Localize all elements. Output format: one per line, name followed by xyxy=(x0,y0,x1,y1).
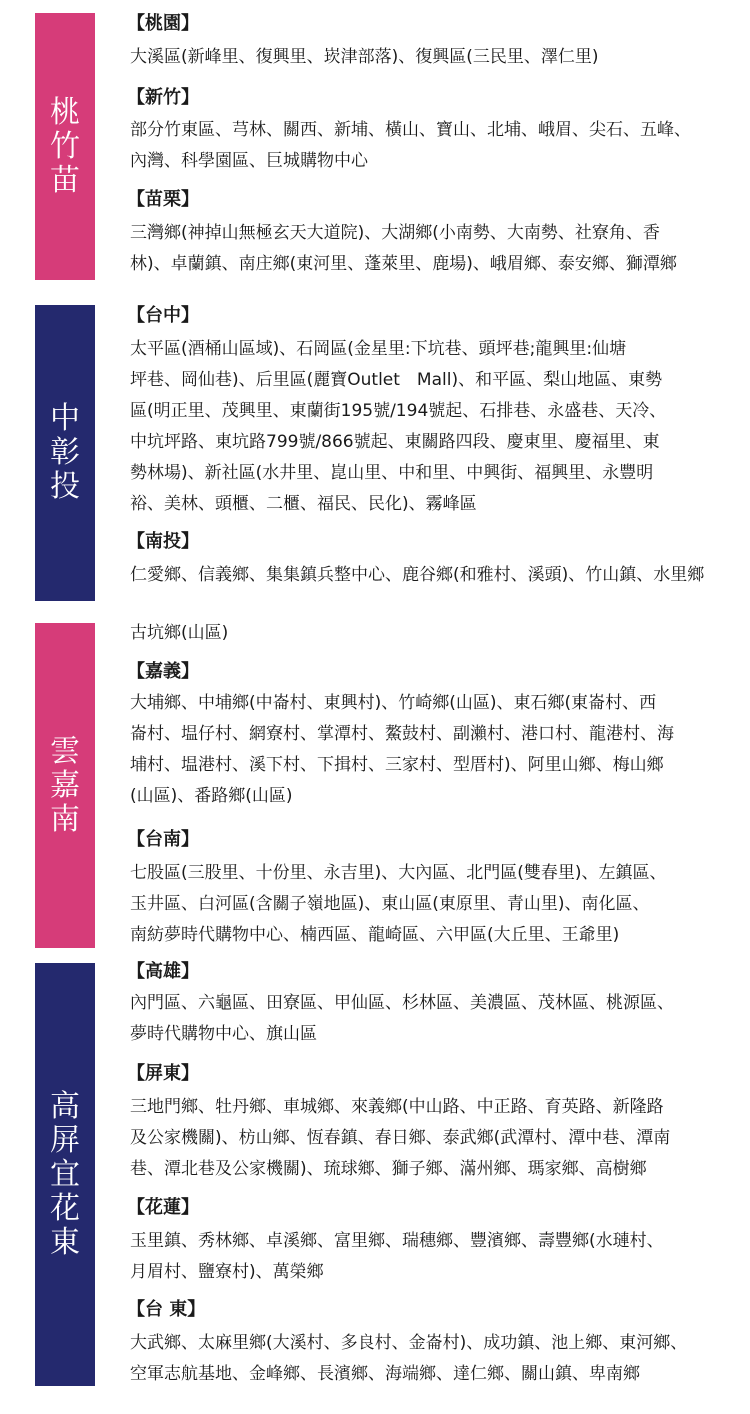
city-heading-hsinchu: 【新竹】 xyxy=(127,87,199,108)
district-line: 月眉村、鹽寮村)、萬榮鄉 xyxy=(130,1262,324,1282)
district-line: 中坑坪路、東坑路799號/866號起、東關路四段、慶東里、慶福里、東 xyxy=(130,432,660,452)
city-heading-nantou: 【南投】 xyxy=(127,531,199,552)
district-line: 大武鄉、太麻里鄉(大溪村、多良村、金崙村)、成功鎮、池上鄉、東河鄉、 xyxy=(130,1333,688,1353)
district-list-pingtung xyxy=(130,1092,730,1185)
district-line: (山區)、番路鄉(山區) xyxy=(130,786,293,806)
district-line: 林)、卓蘭鎮、南庄鄉(東河里、蓬萊里、鹿場)、峨眉鄉、泰安鄉、獅潭鄉 xyxy=(130,254,677,274)
district-list-hsinchu xyxy=(130,115,730,177)
district-line: 裕、美林、頭櫃、二櫃、福民、民化)、霧峰區 xyxy=(130,494,477,514)
district-line: 太平區(酒桶山區域)、石岡區(金星里:下坑巷、頭坪巷;龍興里:仙塘 xyxy=(130,339,627,359)
city-heading-pingtung: 【屏東】 xyxy=(127,1063,199,1084)
district-line: 坪巷、岡仙巷)、后里區(麗寶Outlet Mall)、和平區、梨山地區、東勢 xyxy=(130,370,663,390)
district-line: 玉井區、白河區(含關子嶺地區)、東山區(東原里、青山里)、南化區、 xyxy=(130,894,650,914)
district-line: 玉里鎮、秀林鄉、卓溪鄉、富里鄉、瑞穗鄉、豐濱鄉、壽豐鄉(水璉村、 xyxy=(130,1231,664,1251)
district-line: 南紡夢時代購物中心、楠西區、龍崎區、六甲區(大丘里、王爺里) xyxy=(130,925,620,945)
region-label-char: 雲 xyxy=(50,733,80,769)
region-label-char: 竹 xyxy=(50,128,80,164)
district-list-miaoli xyxy=(130,218,730,280)
region-label-char: 中 xyxy=(50,401,80,436)
district-line: 空軍志航基地、金峰鄉、長濱鄉、海端鄉、達仁鄉、關山鎮、卑南鄉 xyxy=(130,1364,640,1384)
city-heading-kaohsiung: 【高雄】 xyxy=(127,961,199,982)
district-list-kaohsiung xyxy=(130,988,730,1050)
district-list-taichung xyxy=(130,334,730,520)
district-list-nantou xyxy=(130,560,730,591)
city-heading-taoyuan: 【桃園】 xyxy=(127,13,199,34)
region-bar-yunjianan xyxy=(35,623,95,948)
district-line: 七股區(三股里、十份里、永吉里)、大內區、北門區(雙春里)、左鎮區、 xyxy=(130,863,667,883)
region-label-char: 花 xyxy=(50,1190,80,1226)
district-line: 仁愛鄉、信義鄉、集集鎮兵整中心、鹿谷鄉(和雅村、溪頭)、竹山鎮、水里鄉 xyxy=(130,565,705,585)
city-heading-hualien: 【花蓮】 xyxy=(127,1197,199,1218)
district-line: 三灣鄉(神掉山無極玄天大道院)、大湖鄉(小南勢、大南勢、社寮角、香 xyxy=(130,223,660,243)
district-line: 內灣、科學園區、巨城購物中心 xyxy=(130,151,368,171)
city-heading-taichung: 【台中】 xyxy=(127,305,199,326)
region-label-char: 彰 xyxy=(50,435,80,470)
district-line: 夢時代購物中心、旗山區 xyxy=(130,1024,317,1044)
district-list-yunlin xyxy=(130,618,730,649)
district-line: 崙村、塭仔村、網寮村、掌潭村、鰲鼓村、副瀨村、港口村、龍港村、海 xyxy=(130,724,674,744)
district-line: 三地門鄉、牡丹鄉、車城鄉、來義鄉(中山路、中正路、育英路、新隆路 xyxy=(130,1097,664,1117)
region-label-char: 東 xyxy=(50,1224,80,1260)
region-bar-taozhumiao xyxy=(35,13,95,280)
district-list-taitung xyxy=(130,1328,730,1390)
district-list-hualien xyxy=(130,1226,730,1288)
district-line: 區(明正里、茂興里、東蘭街195號/194號起、石排巷、永盛巷、天冷、 xyxy=(130,401,667,421)
district-line: 部分竹東區、芎林、關西、新埔、橫山、寶山、北埔、峨眉、尖石、五峰、 xyxy=(130,120,691,140)
district-line: 巷、潭北巷及公家機關)、琉球鄉、獅子鄉、滿州鄉、瑪家鄉、高樹鄉 xyxy=(130,1159,647,1179)
region-bar-zhongzhangtou xyxy=(35,305,95,601)
region-label-char: 嘉 xyxy=(50,767,80,803)
district-line: 勢林場)、新社區(水井里、崑山里、中和里、中興街、福興里、永豐明 xyxy=(130,463,654,483)
region-label-char: 南 xyxy=(50,801,80,837)
region-label-char: 桃 xyxy=(50,94,80,130)
region-label-char: 屏 xyxy=(50,1122,80,1158)
city-heading-tainan: 【台南】 xyxy=(127,829,199,850)
district-line: 及公家機關)、枋山鄉、恆春鎮、春日鄉、泰武鄉(武潭村、潭中巷、潭南 xyxy=(130,1128,671,1148)
city-heading-miaoli: 【苗栗】 xyxy=(127,189,199,210)
district-list-tainan xyxy=(130,858,730,951)
region-label-char: 宜 xyxy=(50,1156,80,1192)
region-label-char: 苗 xyxy=(50,162,80,198)
region-bar-gaopingyihuadong xyxy=(35,963,95,1386)
city-heading-taitung: 【台 東】 xyxy=(127,1299,206,1320)
district-list-chiayi xyxy=(130,688,730,812)
region-label-char: 投 xyxy=(50,469,80,504)
district-list-taoyuan xyxy=(130,42,730,73)
district-line: 內門區、六龜區、田寮區、甲仙區、杉林區、美濃區、茂林區、桃源區、 xyxy=(130,993,674,1013)
district-line: 大埔鄉、中埔鄉(中崙村、東興村)、竹崎鄉(山區)、東石鄉(東崙村、西 xyxy=(130,693,657,713)
district-line: 埔村、塭港村、溪下村、下揖村、三家村、型厝村)、阿里山鄉、梅山鄉 xyxy=(130,755,664,775)
district-line: 大溪區(新峰里、復興里、崁津部落)、復興區(三民里、澤仁里) xyxy=(130,47,599,67)
city-heading-chiayi: 【嘉義】 xyxy=(127,661,199,682)
region-label-char: 高 xyxy=(50,1088,80,1124)
district-line: 古坑鄉(山區) xyxy=(130,623,229,643)
